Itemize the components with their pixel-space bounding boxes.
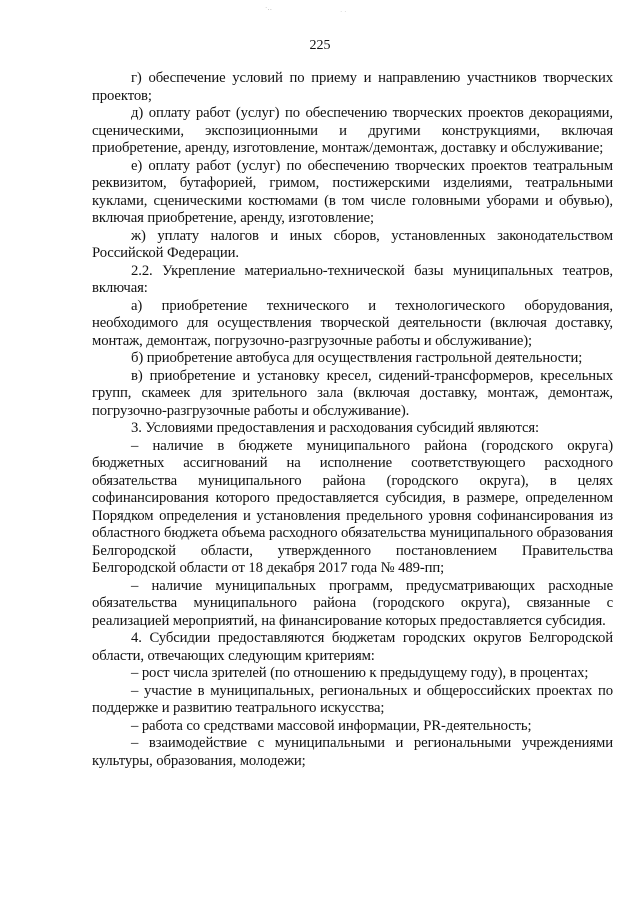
- scan-artifact: ·‥: [265, 4, 272, 12]
- paragraph-criterion-media: – работа со средствами массовой информации, PR-деятельность;: [131, 717, 532, 734]
- paragraph-item-a: а) приобретение технического и технологического оборудования, необходимого для осуществления творческой деятельности (включая доставку, монтаж, демонтаж, погрузочно-разгрузочные работы и обслуживание);: [92, 297, 613, 349]
- paragraph-condition-budget: – наличие в бюджете муниципального района (городского округа) бюджетных ассигнований на исполнение соответствующего расходного обязательства муниципального района (городского округа), в целях софинансирования которого предоставляется субсидия, в размере, определенном Порядком определения и установления предельного уровня софинансирования из областного бюджета объема расходного обязательства муниципального образования Белгородской области, утвержденного постановлением Правительства Белгородской области от 18 декабря 2017 года № 489-пп;: [92, 437, 613, 576]
- paragraph-item-zh: ж) уплату налогов и иных сборов, установленных законодательством Российской Федерации.: [92, 227, 613, 261]
- paragraph-criterion-viewers: – рост числа зрителей (по отношению к предыдущему году), в процентах;: [131, 665, 589, 681]
- paragraph-section-4: 4. Субсидии предоставляются бюджетам городских округов Белгородской области, отвечающих следующим критериям:: [92, 630, 613, 664]
- paragraph-section-3: 3. Условиями предоставления и расходования субсидий являются:: [131, 420, 540, 436]
- paragraph-item-b: б) приобретение автобуса для осуществления гастрольной деятельности;: [131, 350, 583, 366]
- document-body: [92, 70, 613, 770]
- paragraph-section-2-2: 2.2. Укрепление материально-технической базы муниципальных театров, включая:: [92, 262, 613, 296]
- paragraph-item-e: е) оплату работ (услуг) по обеспечению творческих проектов театральным реквизитом, бутафорией, гримом, постижерскими изделиями, театральными куклами, сценическими костюмами (в том числе головными уборами и обувью), включая приобретение, аренду, изготовление;: [92, 157, 613, 226]
- paragraph-item-v: в) приобретение и установку кресел, сидений-трансформеров, кресельных групп, скамеек для зрительного зала (включая доставку, монтаж, демонтаж, погрузочно-разгрузочные работы и обслуживание).: [92, 367, 613, 419]
- scan-artifact: · ·: [340, 8, 347, 16]
- paragraph-condition-programs: – наличие муниципальных программ, предусматривающих расходные обязательства муниципального района (городского округа), связанные с реализацией мероприятий, на финансирование которых предоставляется субсидия.: [92, 577, 613, 629]
- page-number: 225: [309, 38, 331, 53]
- paragraph-criterion-cooperation: – взаимодействие с муниципальными и региональными учреждениями культуры, образования, молодежи;: [92, 735, 613, 769]
- paragraph-item-g: г) обеспечение условий по приему и направлению участников творческих проектов;: [92, 70, 613, 104]
- paragraph-item-d: д) оплату работ (услуг) по обеспечению творческих проектов декорациями, сценическими, экспозиционными и другими конструкциями, включая приобретение, аренду, изготовление, монтаж/демонтаж, доставку и обслуживание;: [92, 105, 613, 156]
- paragraph-criterion-projects: – участие в муниципальных, региональных и общероссийских проектах по поддержке и развитию театрального искусства;: [92, 682, 613, 716]
